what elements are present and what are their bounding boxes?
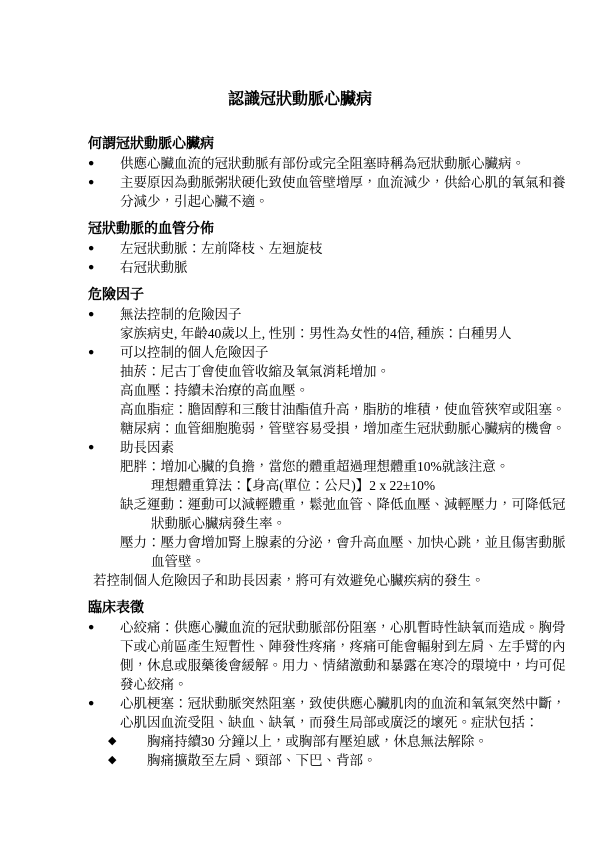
detail-text: 肥胖：增加心臟的負擔，當您的體重超過理想體重10%就該注意。 — [120, 459, 510, 474]
list-item — [88, 239, 566, 258]
sub-list-item — [108, 732, 566, 751]
bullet-icon: ● — [88, 622, 95, 633]
sub-list-item-text: 胸痛擴散至左肩、頸部、下巴、背部。 — [147, 753, 377, 768]
list-item-text: 右冠狀動脈 — [120, 260, 188, 275]
detail-text: 家族病史, 年齡40歲以上, 性別：男性為女性的4倍, 種族：白種男人 — [120, 326, 512, 341]
list-item — [88, 154, 566, 173]
list-item — [88, 305, 566, 324]
ideal-weight-formula: 理想體重算法：【身高(單位：公尺)】2 x 22±10% — [151, 478, 436, 493]
detail-text: 糖尿病：血管細胞脆弱，管壁容易受損，增加產生冠狀動脈心臟病的機會。 — [120, 421, 566, 436]
bullet-icon: ● — [88, 698, 95, 709]
list-item — [88, 258, 566, 277]
detail-text: 壓力：壓力會增加腎上腺素的分泌，會升高血壓、加快心跳，並且傷害動脈血管壁。 — [120, 535, 566, 569]
sub-list-item-text: 胸痛持續30 分鐘以上，或胸部有壓迫感，休息無法解除。 — [147, 734, 488, 749]
detail-text: 抽菸：尼古丁會使血管收縮及氧氣消耗增加。 — [120, 364, 390, 379]
list-item-text: 心肌梗塞：冠狀動脈突然阻塞，致使供應心臟肌肉的血流和氧氣突然中斷，心肌因血流受阻、缺血、缺氧，而發生局部或廣泛的壞死。症狀包括： — [120, 696, 566, 730]
list-item — [88, 438, 566, 457]
bullet-icon: ● — [88, 243, 95, 254]
bullet-icon: ● — [88, 262, 95, 273]
detail-text: 高血壓：持續未治療的高血壓。 — [120, 383, 309, 398]
section-heading: 危險因子 — [88, 288, 144, 303]
section-note: 若控制個人危險因子和助長因素，將可有效避免心臟疾病的發生。 — [93, 573, 485, 588]
list-item-text: 供應心臟血流的冠狀動脈有部份或完全阻塞時稱為冠狀動脈心臟病。 — [120, 156, 525, 171]
list-item — [88, 618, 566, 694]
section-heading: 何謂冠狀動脈心臟病 — [88, 137, 214, 152]
document-title: 認識冠狀動脈心臟病 — [227, 91, 372, 108]
section-heading: 冠狀動脈的血管分佈 — [88, 222, 214, 237]
list-item-text: 可以控制的個人危險因子 — [120, 345, 269, 360]
list-item — [88, 694, 566, 732]
list-item — [88, 343, 566, 362]
detail-text: 缺乏運動：運動可以減輕體重，鬆弛血管、降低血壓、減輕壓力，可降低冠狀動脈心臟病發生率。 — [120, 497, 566, 531]
list-item-text: 心絞痛：供應心臟血流的冠狀動脈部份阻塞，心肌暫時性缺氧而造成。胸骨下或心前區產生短暫性、陣發性疼痛，疼痛可能會輻射到左肩、左手臂的內側，休息或服藥後會緩解。用力、情緒激動和暴露在寒冷的環境中，均可促發心絞痛。 — [120, 620, 566, 692]
bullet-icon: ● — [88, 177, 95, 188]
bullet-icon: ● — [88, 309, 95, 320]
bullet-icon: ● — [88, 347, 95, 358]
section-risk-factors — [88, 286, 566, 590]
diamond-icon: ◆ — [108, 735, 117, 747]
section-vessel-distribution — [88, 220, 566, 277]
list-item-text: 無法控制的危險因子 — [120, 307, 242, 322]
list-item — [88, 173, 566, 211]
list-item-text: 主要原因為動脈粥狀硬化致使血管壁增厚，血流減少，供給心肌的氧氣和養分減少，引起心臟不適。 — [120, 175, 566, 209]
section-definition — [88, 135, 566, 211]
sub-list-item — [108, 751, 566, 770]
bullet-icon: ● — [88, 442, 95, 453]
bullet-icon: ● — [88, 158, 95, 169]
section-heading: 臨床表徵 — [88, 601, 144, 616]
list-item-text: 左冠狀動脈：左前降枝、左迴旋枝 — [120, 241, 323, 256]
diamond-icon: ◆ — [108, 754, 117, 766]
list-item-text: 助長因素 — [120, 440, 174, 455]
section-clinical-signs — [88, 599, 566, 770]
detail-text: 高血脂症：膽固醇和三酸甘油酯值升高，脂肪的堆積，使血管狹窄或阻塞。 — [120, 402, 566, 417]
